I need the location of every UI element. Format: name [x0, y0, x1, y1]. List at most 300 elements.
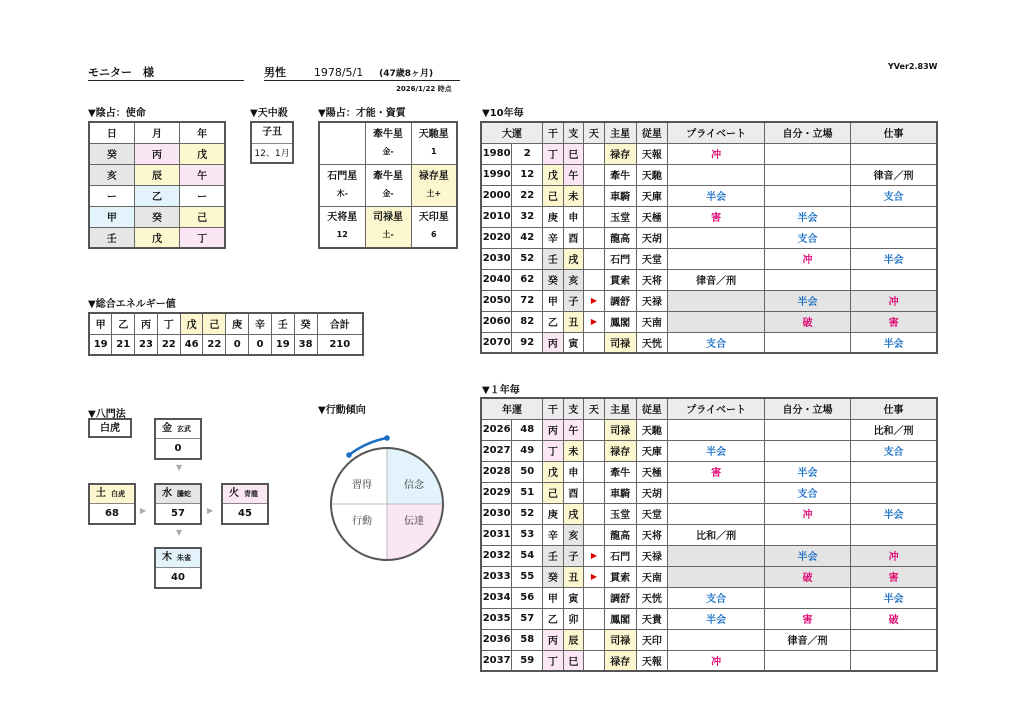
energy-label: 庚 [226, 313, 249, 334]
hachimon-value: 57 [171, 508, 185, 519]
row-shi: 子 [563, 290, 584, 311]
decade-title: ▼10年毎 [482, 108, 524, 119]
hachimon-head [156, 549, 200, 568]
arrow-right-icon: ▶ [140, 506, 147, 515]
energy-label: 己 [203, 313, 226, 334]
row-sub-star: 天禄 [636, 545, 668, 566]
tenchusatsu-title: ▼天中殺 [250, 108, 288, 119]
hachimon-head [156, 485, 200, 504]
row-shi: 卯 [563, 608, 584, 629]
row-sub-star: 天印 [636, 629, 668, 650]
row-main-star: 龍高 [604, 227, 636, 248]
row-shi: 寅 [563, 332, 584, 353]
row-self [764, 332, 850, 353]
as-of-date: 2026/1/22 時点 [396, 85, 452, 93]
row-age: 54 [512, 545, 543, 566]
quadrant-label-bl: 行動 [352, 516, 372, 527]
row-work: 半会 [851, 248, 937, 269]
row-kan: 辛 [543, 524, 564, 545]
yearly-header: 主星 [604, 398, 636, 419]
energy-label: 甲 [89, 313, 112, 334]
hachimon-value: 68 [105, 508, 119, 519]
decade-row [481, 269, 937, 290]
row-work: 支合 [851, 185, 937, 206]
row-age: 82 [512, 311, 543, 332]
yearly-header: 自分・立場 [764, 398, 850, 419]
row-shi: 丑 [563, 311, 584, 332]
row-kan: 丙 [543, 629, 564, 650]
row-work: 害 [851, 311, 937, 332]
row-shi: 未 [563, 185, 584, 206]
row-age: 48 [512, 419, 543, 440]
row-work: 半会 [851, 503, 937, 524]
inyou-cell: 戊 [180, 143, 225, 164]
quadrant-label-br: 伝達 [404, 516, 424, 527]
row-private [668, 629, 765, 650]
row-private [668, 248, 765, 269]
inyou-cell: 壬 [89, 227, 134, 248]
row-year: 2029 [481, 482, 512, 503]
energy-value: 38 [294, 334, 317, 355]
row-work [851, 629, 937, 650]
row-kan: 丙 [543, 419, 564, 440]
yousen-sub: 木- [336, 188, 348, 198]
yousen-star: 司禄星 [373, 212, 403, 224]
row-self [764, 419, 850, 440]
row-work: 害 [851, 566, 937, 587]
row-year: 2000 [481, 185, 512, 206]
decade-row [481, 311, 937, 332]
row-kan: 壬 [543, 545, 564, 566]
inyou-cell: 甲 [89, 206, 134, 227]
row-year: 2031 [481, 524, 512, 545]
decade-header: 仕事 [851, 122, 937, 143]
row-private: 半会 [668, 440, 765, 461]
row-shi: 亥 [563, 269, 584, 290]
yousen-star: 牽牛星 [373, 170, 403, 182]
row-ten-marker [584, 227, 605, 248]
energy-label: 乙 [112, 313, 135, 334]
row-work: 半会 [851, 332, 937, 353]
hachimon-top [154, 418, 202, 460]
row-private: 半会 [668, 608, 765, 629]
row-main-star: 司禄 [604, 419, 636, 440]
energy-value: 19 [89, 334, 112, 355]
row-sub-star: 天恍 [636, 332, 668, 353]
yearly-header: 干 [543, 398, 564, 419]
row-ten-marker [584, 503, 605, 524]
decade-row [481, 206, 937, 227]
inyou-cell: 亥 [89, 164, 134, 185]
yearly-header: 従星 [636, 398, 668, 419]
decade-header: プライベート [668, 122, 765, 143]
yearly-header: 年運 [481, 398, 543, 419]
row-age: 42 [512, 227, 543, 248]
row-ten-marker: ▶ [584, 545, 605, 566]
energy-value: 0 [249, 334, 272, 355]
row-private [668, 227, 765, 248]
yousen-sub: 6 [430, 230, 437, 240]
row-year: 2020 [481, 227, 512, 248]
row-self [764, 164, 850, 185]
row-kan: 乙 [543, 608, 564, 629]
inyou-cell: 戊 [134, 227, 179, 248]
hachimon-value: 40 [171, 572, 185, 583]
row-self: 冲 [764, 503, 850, 524]
row-age: 12 [512, 164, 543, 185]
yousen-cell [319, 164, 365, 206]
yousen-sub: 金- [382, 188, 394, 198]
koudou-chart [318, 418, 458, 573]
row-private [668, 164, 765, 185]
yousen-star: 天馳星 [418, 128, 449, 140]
row-age: 55 [512, 566, 543, 587]
row-main-star: 龍高 [604, 524, 636, 545]
row-self: 律音／刑 [764, 629, 850, 650]
row-year: 2030 [481, 503, 512, 524]
row-work: 支合 [851, 440, 937, 461]
row-sub-star: 天将 [636, 269, 668, 290]
inyou-title: ▼陰占：使命 [88, 108, 146, 119]
row-sub-star: 天報 [636, 650, 668, 671]
row-year: 2033 [481, 566, 512, 587]
version-label: YVer2.83W [888, 62, 938, 71]
age: (47歳8ヶ月) [379, 69, 434, 79]
yousen-cell [411, 206, 457, 248]
yearly-header: 天 [584, 398, 605, 419]
energy-title: ▼総合エネルギー値 [88, 299, 176, 310]
arc-point-start [346, 452, 352, 458]
row-main-star: 禄存 [604, 650, 636, 671]
row-work: 冲 [851, 545, 937, 566]
row-ten-marker [584, 461, 605, 482]
row-kan: 丁 [543, 440, 564, 461]
yousen-sub: 12 [336, 230, 348, 240]
row-main-star: 貫索 [604, 269, 636, 290]
row-ten-marker [584, 143, 605, 164]
tenchusatsu-value: 子丑 [252, 123, 292, 144]
arc-point-end [384, 435, 390, 441]
hachimon-head [156, 420, 200, 439]
row-self [764, 143, 850, 164]
row-shi: 寅 [563, 587, 584, 608]
hachimon-right [221, 483, 269, 525]
yearly-table [480, 397, 938, 672]
row-private [668, 419, 765, 440]
row-year: 2026 [481, 419, 512, 440]
row-age: 52 [512, 503, 543, 524]
hachimon-head [90, 485, 134, 504]
yearly-header: プライベート [668, 398, 765, 419]
row-age: 2 [512, 143, 543, 164]
row-ten-marker [584, 440, 605, 461]
energy-value: 19 [271, 334, 294, 355]
decade-row [481, 143, 937, 164]
row-ten-marker [584, 482, 605, 503]
yousen-sub: 金- [382, 146, 394, 156]
row-age: 51 [512, 482, 543, 503]
hachimon-center [154, 483, 202, 525]
row-sub-star: 天庫 [636, 185, 668, 206]
row-kan: 己 [543, 482, 564, 503]
energy-label: 辛 [249, 313, 272, 334]
row-private: 比和／刑 [668, 524, 765, 545]
row-work: 破 [851, 608, 937, 629]
yousen-cell [411, 164, 457, 206]
birthdate: 1978/5/1 [313, 66, 364, 79]
row-year: 2034 [481, 587, 512, 608]
yearly-row [481, 482, 937, 503]
row-age: 56 [512, 587, 543, 608]
yousen-cell [319, 206, 365, 248]
client-name: モニター 様 [88, 64, 244, 81]
decade-row [481, 227, 937, 248]
row-ten-marker [584, 269, 605, 290]
row-self: 支合 [764, 482, 850, 503]
yousen-cell [365, 164, 411, 206]
energy-label: 戊 [180, 313, 203, 334]
hachimon-label: 水 [162, 488, 172, 499]
arrow-down-icon: ▼ [176, 463, 183, 472]
row-kan: 丁 [543, 143, 564, 164]
row-main-star: 貫索 [604, 566, 636, 587]
row-ten-marker [584, 248, 605, 269]
yearly-row [481, 566, 937, 587]
tenchusatsu-box [250, 121, 294, 164]
yousen-star: 禄存星 [418, 170, 449, 182]
row-work [851, 227, 937, 248]
row-main-star: 牽牛 [604, 164, 636, 185]
row-shi: 戌 [563, 503, 584, 524]
inyou-cell: ー [180, 185, 225, 206]
row-work [851, 482, 937, 503]
tenchusatsu-months: 12、1月 [254, 149, 290, 159]
row-self: 冲 [764, 248, 850, 269]
inyou-cell: 辰 [134, 164, 179, 185]
row-ten-marker [584, 185, 605, 206]
row-self [764, 524, 850, 545]
quadrant-label-tl: 習得 [352, 480, 372, 491]
row-main-star: 調舒 [604, 587, 636, 608]
row-self: 半会 [764, 461, 850, 482]
yousen-star: 天将星 [327, 212, 358, 224]
hachimon-bottom [154, 547, 202, 589]
row-self: 破 [764, 311, 850, 332]
row-ten-marker: ▶ [584, 311, 605, 332]
row-private: 律音／刑 [668, 269, 765, 290]
row-main-star: 石門 [604, 545, 636, 566]
inyou-cell: 癸 [89, 143, 134, 164]
hachimon-badge: 白虎 [88, 418, 132, 438]
row-ten-marker [584, 650, 605, 671]
row-private: 冲 [668, 143, 765, 164]
row-sub-star: 天南 [636, 311, 668, 332]
row-work [851, 461, 937, 482]
row-self [764, 269, 850, 290]
row-kan: 丙 [543, 332, 564, 353]
row-shi: 亥 [563, 524, 584, 545]
row-work [851, 524, 937, 545]
row-sub-star: 天貴 [636, 608, 668, 629]
row-main-star: 鳳閣 [604, 311, 636, 332]
row-sub-star: 天堂 [636, 503, 668, 524]
row-work: 比和／刑 [851, 419, 937, 440]
row-kan: 戊 [543, 164, 564, 185]
row-kan: 己 [543, 185, 564, 206]
row-age: 72 [512, 290, 543, 311]
row-sub-star: 天将 [636, 524, 668, 545]
inyou-cell: 丁 [180, 227, 225, 248]
row-private: 支合 [668, 587, 765, 608]
row-shi: 申 [563, 206, 584, 227]
hachimon-title: ▼八門法 [88, 409, 126, 420]
hachimon-sub: 白虎 [111, 490, 125, 498]
row-age: 52 [512, 248, 543, 269]
decade-header: 従星 [636, 122, 668, 143]
energy-value: 22 [157, 334, 180, 355]
yearly-row [481, 608, 937, 629]
decade-row [481, 185, 937, 206]
inyou-table [88, 121, 226, 249]
hachimon-label: 木 [162, 552, 172, 563]
row-shi: 丑 [563, 566, 584, 587]
row-sub-star: 天胡 [636, 482, 668, 503]
row-sub-star: 天庫 [636, 440, 668, 461]
row-shi: 巳 [563, 650, 584, 671]
row-age: 57 [512, 608, 543, 629]
row-main-star: 司禄 [604, 629, 636, 650]
row-self: 破 [764, 566, 850, 587]
energy-value: 22 [203, 334, 226, 355]
row-ten-marker [584, 332, 605, 353]
row-shi: 午 [563, 419, 584, 440]
row-ten-marker: ▶ [584, 566, 605, 587]
energy-label: 壬 [271, 313, 294, 334]
row-year: 2010 [481, 206, 512, 227]
row-sub-star: 天堂 [636, 248, 668, 269]
row-ten-marker [584, 629, 605, 650]
quadrant-label-tr: 信念 [404, 480, 424, 491]
yearly-row [481, 587, 937, 608]
hachimon-label: 金 [162, 423, 172, 434]
yousen-table [318, 121, 458, 249]
row-work: 半会 [851, 587, 937, 608]
row-work: 律音／刑 [851, 164, 937, 185]
row-self [764, 185, 850, 206]
row-shi: 巳 [563, 143, 584, 164]
decade-row [481, 248, 937, 269]
row-year: 2036 [481, 629, 512, 650]
yearly-row [481, 503, 937, 524]
gender-birth [264, 64, 460, 81]
hachimon-sub: 青龍 [244, 490, 258, 498]
row-main-star: 禄存 [604, 143, 636, 164]
row-ten-marker [584, 524, 605, 545]
row-main-star: 玉堂 [604, 206, 636, 227]
row-sub-star: 天胡 [636, 227, 668, 248]
row-shi: 辰 [563, 629, 584, 650]
yearly-row [481, 524, 937, 545]
row-kan: 甲 [543, 587, 564, 608]
row-kan: 癸 [543, 566, 564, 587]
row-ten-marker [584, 587, 605, 608]
yousen-sub: 1 [430, 146, 437, 156]
row-private: 害 [668, 461, 765, 482]
row-shi: 午 [563, 164, 584, 185]
row-main-star: 禄存 [604, 440, 636, 461]
yearly-row [481, 545, 937, 566]
row-private: 冲 [668, 650, 765, 671]
decade-table [480, 121, 938, 354]
row-work [851, 206, 937, 227]
row-self [764, 587, 850, 608]
row-self: 害 [764, 608, 850, 629]
hachimon-sub: 騰蛇 [177, 490, 191, 498]
hachimon-sub: 朱雀 [177, 554, 191, 562]
row-main-star: 司禄 [604, 332, 636, 353]
energy-value: 0 [226, 334, 249, 355]
hachimon-value: 45 [238, 508, 252, 519]
row-age: 22 [512, 185, 543, 206]
yousen-sub: 土- [382, 230, 394, 240]
inyou-cell: 丙 [134, 143, 179, 164]
yearly-header: 支 [563, 398, 584, 419]
decade-row [481, 332, 937, 353]
row-year: 2028 [481, 461, 512, 482]
row-year: 2050 [481, 290, 512, 311]
row-private [668, 311, 765, 332]
energy-value: 21 [112, 334, 135, 355]
row-year: 1990 [481, 164, 512, 185]
row-main-star: 石門 [604, 248, 636, 269]
row-age: 53 [512, 524, 543, 545]
row-year: 2070 [481, 332, 512, 353]
yousen-cell [365, 206, 411, 248]
yousen-star: 石門星 [327, 170, 358, 182]
energy-label: 丙 [135, 313, 158, 334]
row-private [668, 503, 765, 524]
row-year: 2060 [481, 311, 512, 332]
row-self: 支合 [764, 227, 850, 248]
row-main-star: 調舒 [604, 290, 636, 311]
hachimon-sub: 玄武 [177, 425, 191, 433]
row-sub-star: 天南 [636, 566, 668, 587]
energy-label: 合計 [317, 313, 363, 334]
hachimon-label: 火 [229, 488, 239, 499]
energy-label: 癸 [294, 313, 317, 334]
row-shi: 酉 [563, 482, 584, 503]
row-private: 半会 [668, 185, 765, 206]
row-kan: 乙 [543, 311, 564, 332]
row-main-star: 鳳閣 [604, 608, 636, 629]
row-shi: 戌 [563, 248, 584, 269]
inyou-cell: 己 [180, 206, 225, 227]
gender: 男性 [264, 66, 286, 79]
row-year: 2037 [481, 650, 512, 671]
yousen-sub: 土+ [426, 188, 442, 198]
row-main-star: 車騎 [604, 482, 636, 503]
yearly-row [481, 419, 937, 440]
row-age: 62 [512, 269, 543, 290]
arrow-right-icon: ▶ [207, 506, 214, 515]
yearly-row [481, 629, 937, 650]
row-sub-star: 天報 [636, 143, 668, 164]
decade-header: 干 [543, 122, 564, 143]
row-ten-marker: ▶ [584, 290, 605, 311]
energy-value: 210 [317, 334, 363, 355]
yearly-header: 仕事 [851, 398, 937, 419]
yousen-title: ▼陽占：才能・資質 [318, 108, 406, 119]
